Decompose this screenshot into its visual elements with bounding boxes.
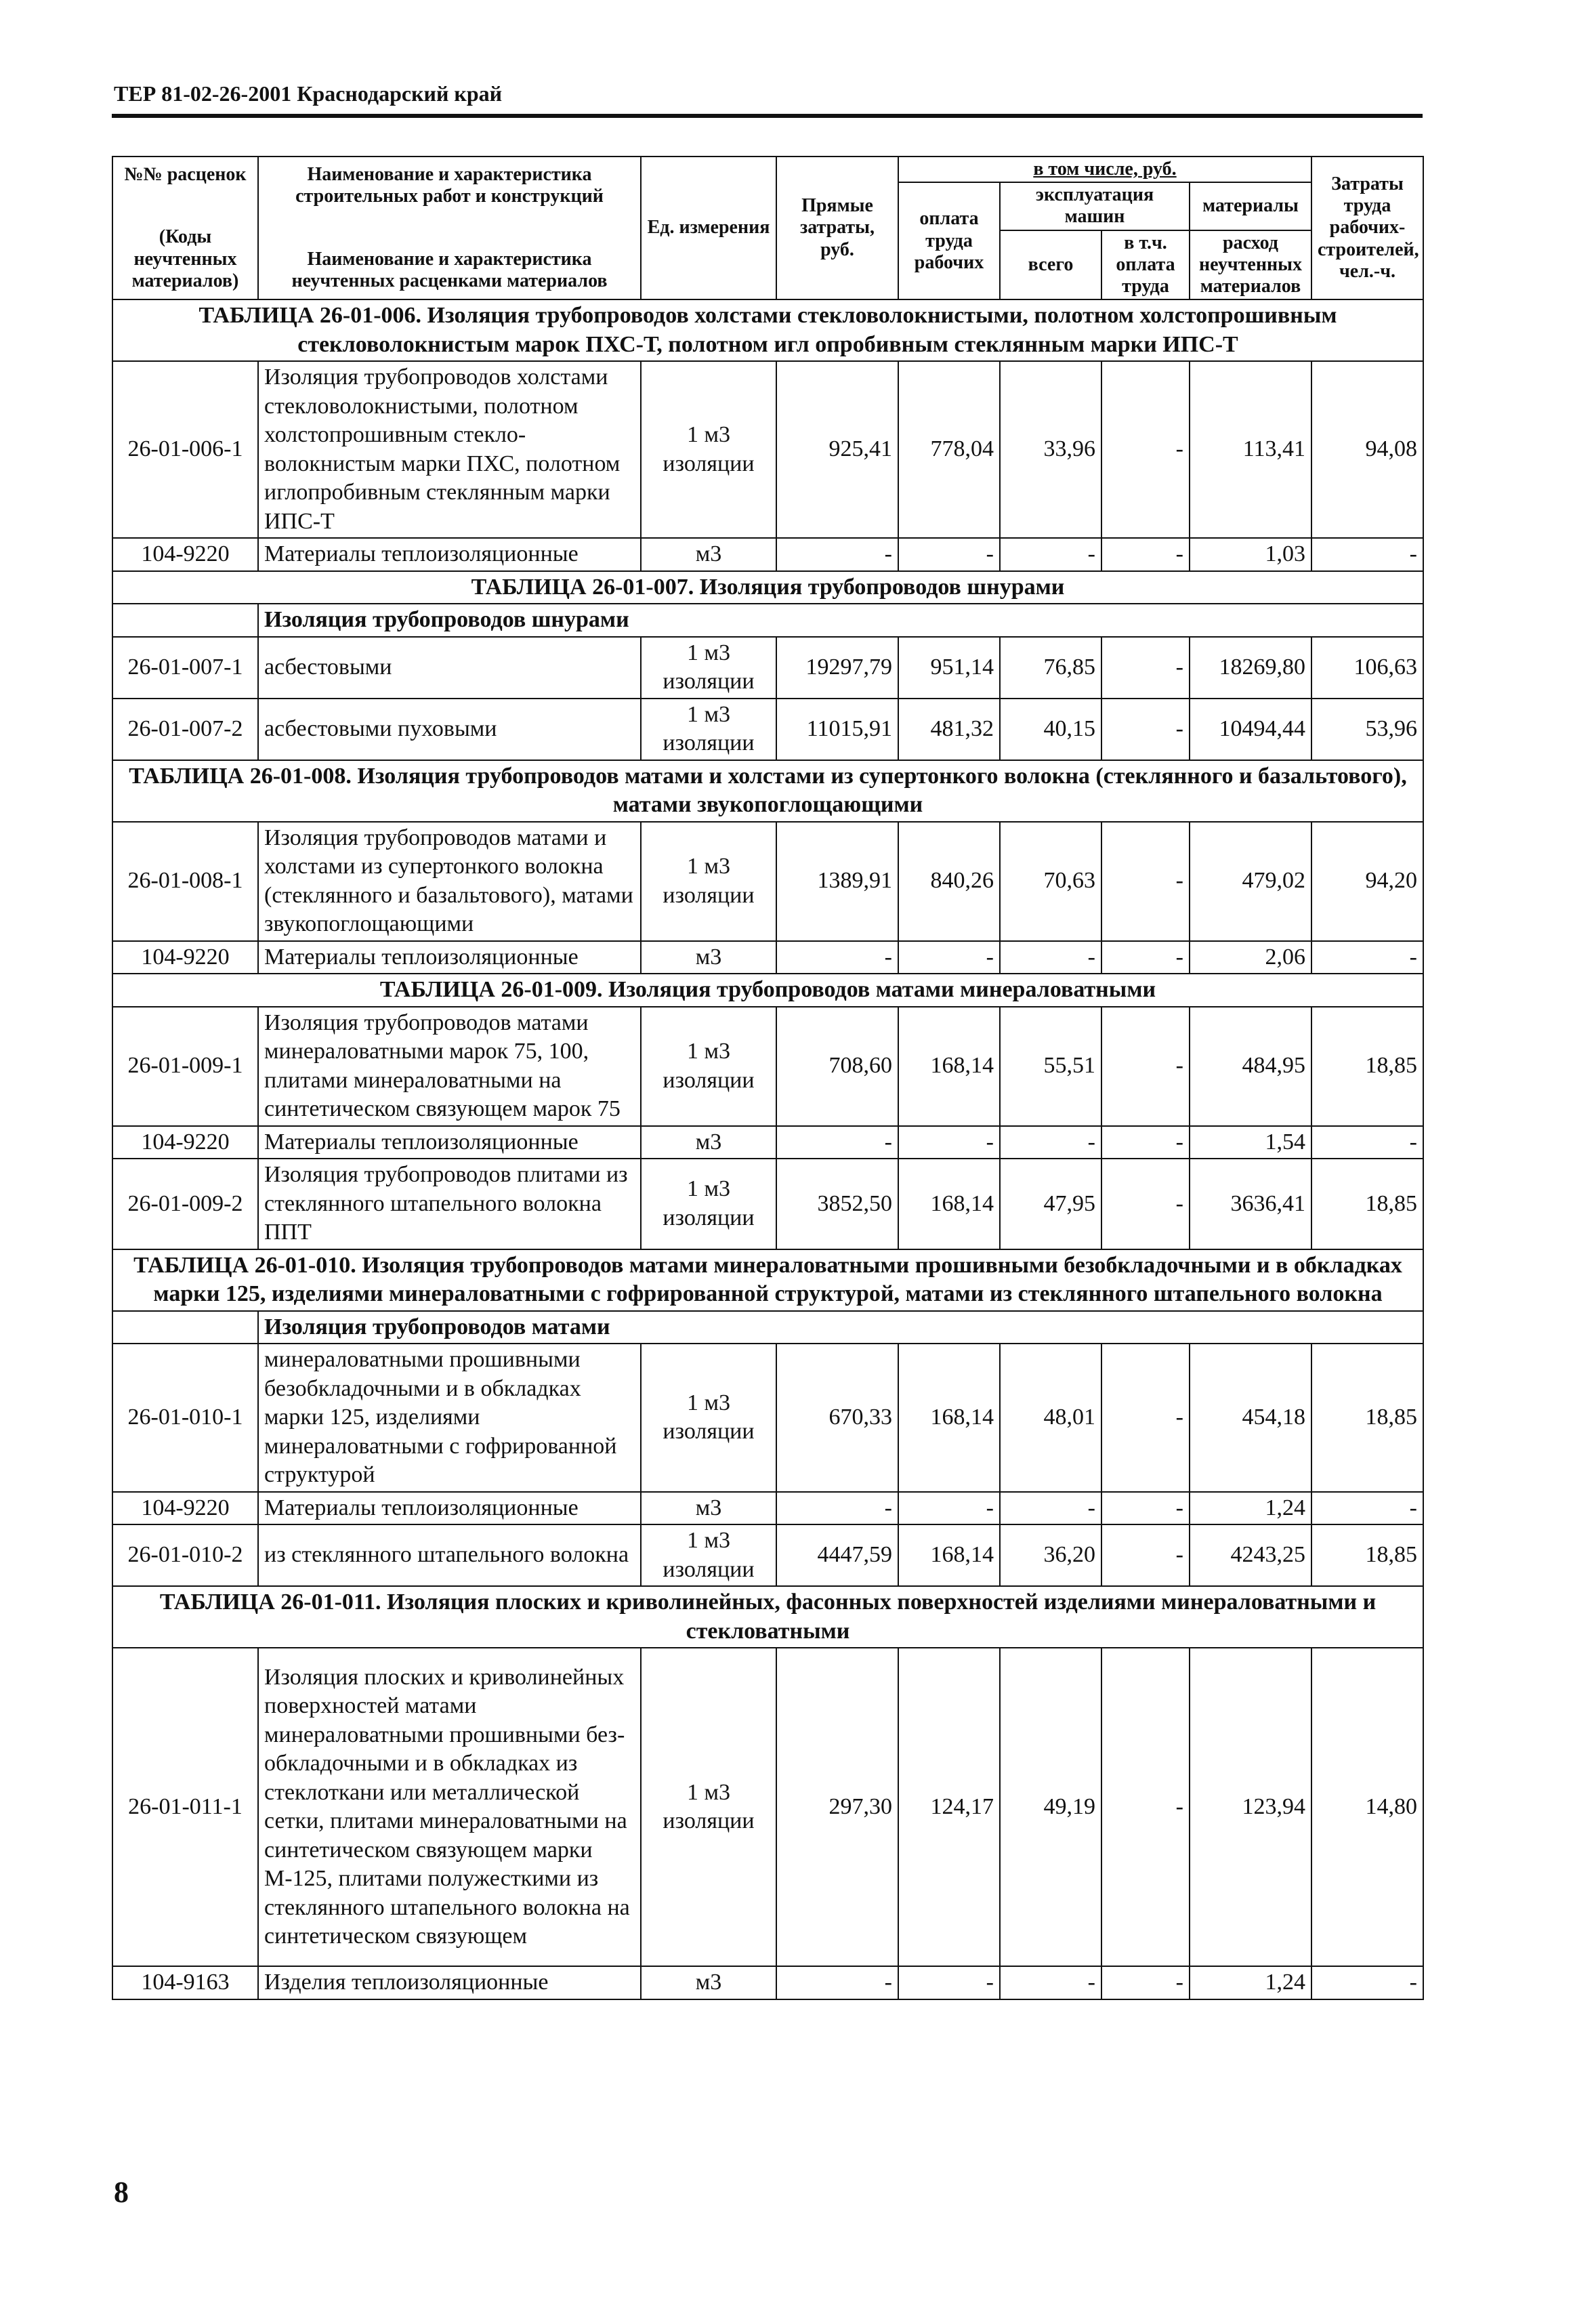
machines-total: - [1000,1126,1101,1159]
unit: 1 м3 изоляции [641,1007,776,1126]
unit: м3 [641,538,776,571]
section-row [112,1586,1423,1648]
materials: 113,41 [1190,361,1311,538]
material-row [112,1492,1423,1525]
labor-pay: 840,26 [898,822,1000,941]
direct-cost: 925,41 [776,361,898,538]
work-name: Изоляция трубопроводов холстами стекловолокнистыми, полотном холстопрошивным стекло- волокнистым марки ПХС, полотном иглопробивным стеклянным марки ИПС-Т [258,361,641,538]
col-code-sub: (Коды неучтенных материалов) [131,226,239,291]
material-name: Изделия теплоизоляционные [258,1966,641,1999]
rate-code: 26-01-006-1 [112,361,258,538]
labor-pay: - [898,538,1000,571]
unit: 1 м3 изоляции [641,637,776,699]
material-name: Материалы теплоизоляционные [258,1492,641,1525]
material-code: 104-9220 [112,941,258,974]
direct-cost: - [776,538,898,571]
direct-cost: 1389,91 [776,822,898,941]
labor-pay: - [898,1126,1000,1159]
rate-code: 26-01-007-2 [112,699,258,760]
blank-cell [112,604,258,637]
col-code-main: №№ расценок [124,164,247,186]
machines-labor: - [1101,1492,1190,1525]
material-row [112,1126,1423,1159]
unit: 1 м3 изоляции [641,1524,776,1586]
machines-labor: - [1101,941,1190,974]
table-row [112,637,1423,699]
machines-total: 48,01 [1000,1344,1101,1492]
col-header-machines: эксплуатация машин [1000,182,1190,230]
material-code: 104-9163 [112,1966,258,1999]
labor-cost: 53,96 [1311,699,1423,760]
labor-cost: - [1311,538,1423,571]
table-row [112,1007,1423,1126]
machines-labor: - [1101,1007,1190,1126]
materials: 1,24 [1190,1492,1311,1525]
materials: 18269,80 [1190,637,1311,699]
work-name: из стеклянного штапельного волокна [258,1524,641,1586]
machines-total: 76,85 [1000,637,1101,699]
materials: 454,18 [1190,1344,1311,1492]
materials: 4243,25 [1190,1524,1311,1586]
unit: 1 м3 изоляции [641,822,776,941]
section-title: ТАБЛИЦА 26-01-007. Изоляция трубопроводов шнурами [112,571,1423,604]
direct-cost: - [776,1126,898,1159]
direct-cost: 297,30 [776,1648,898,1966]
labor-cost: 18,85 [1311,1344,1423,1492]
subheader-row [112,1311,1423,1344]
machines-labor: - [1101,699,1190,760]
materials: 479,02 [1190,822,1311,941]
work-name: асбестовыми [258,637,641,699]
rate-code: 26-01-009-2 [112,1159,258,1249]
machines-total: - [1000,941,1101,974]
rate-code: 26-01-007-1 [112,637,258,699]
table-row [112,361,1423,538]
blank-cell [112,1311,258,1344]
machines-total: 47,95 [1000,1159,1101,1249]
material-code: 104-9220 [112,1126,258,1159]
direct-cost: 708,60 [776,1007,898,1126]
material-name: Материалы теплоизоляционные [258,941,641,974]
page-number: 8 [114,2176,129,2209]
materials: 1,24 [1190,1966,1311,1999]
col-header-materials-sub: расход неучтенных материалов [1190,230,1311,300]
labor-pay: 168,14 [898,1007,1000,1126]
table-row [112,1159,1423,1249]
machines-labor: - [1101,637,1190,699]
machines-total: 49,19 [1000,1648,1101,1966]
material-code: 104-9220 [112,538,258,571]
table-row [112,1344,1423,1492]
document-header: ТЕР 81-02-26-2001 Краснодарский край [114,81,503,106]
materials: 10494,44 [1190,699,1311,760]
machines-total: 36,20 [1000,1524,1101,1586]
labor-cost: - [1311,1126,1423,1159]
labor-cost: 18,85 [1311,1007,1423,1126]
machines-labor: - [1101,1648,1190,1966]
direct-cost: 670,33 [776,1344,898,1492]
direct-cost: 11015,91 [776,699,898,760]
subheader-row [112,604,1423,637]
direct-cost: - [776,1492,898,1525]
unit: 1 м3 изоляции [641,1159,776,1249]
table-row [112,1648,1423,1966]
section-title: ТАБЛИЦА 26-01-009. Изоляция трубопроводов матами минераловатными [112,974,1423,1007]
machines-total: 70,63 [1000,822,1101,941]
labor-cost: - [1311,1492,1423,1525]
labor-pay: - [898,941,1000,974]
materials: 2,06 [1190,941,1311,974]
section-row [112,1249,1423,1311]
labor-pay: 778,04 [898,361,1000,538]
machines-total: - [1000,1492,1101,1525]
machines-labor: - [1101,361,1190,538]
col-header-machines-total: всего [1000,230,1101,300]
header-rule [112,114,1423,118]
material-row [112,1966,1423,1999]
labor-cost: 94,20 [1311,822,1423,941]
work-name: Изоляция трубопроводов матами и холстами из супертонкого волокна (стеклянного и базальтового), матами звукопоглощающими [258,822,641,941]
labor-pay: 124,17 [898,1648,1000,1966]
section-title: ТАБЛИЦА 26-01-011. Изоляция плоских и криволинейных, фасонных поверхностей изделиями минераловатными и стекловатными [112,1586,1423,1648]
direct-cost: 3852,50 [776,1159,898,1249]
machines-labor: - [1101,1344,1190,1492]
material-code: 104-9220 [112,1492,258,1525]
materials: 3636,41 [1190,1159,1311,1249]
labor-pay: 168,14 [898,1159,1000,1249]
labor-cost: - [1311,1966,1423,1999]
unit: м3 [641,941,776,974]
rate-code: 26-01-010-1 [112,1344,258,1492]
subheader: Изоляция трубопроводов шнурами [258,604,1423,637]
section-row [112,974,1423,1007]
labor-cost: - [1311,941,1423,974]
rate-code: 26-01-009-1 [112,1007,258,1126]
machines-total: - [1000,1966,1101,1999]
subheader: Изоляция трубопроводов матами [258,1311,1423,1344]
section-title: ТАБЛИЦА 26-01-006. Изоляция трубопроводов холстами стекловолокнистыми, полотном холстопрошивным стекловолокнистым марок ПХС-Т, полотном игл опробивным стеклянным марки ИПС-Т [112,299,1423,361]
col-header-materials: материалы [1190,182,1311,230]
labor-cost: 18,85 [1311,1159,1423,1249]
col-header-incl [898,157,1311,182]
col-header-code [112,157,258,299]
col-name-main: Наименование и характеристика строительных работ и конструкций [295,164,604,207]
col-name-sub: Наименование и характеристика неучтенных расценками материалов [291,248,608,291]
labor-cost: 14,80 [1311,1648,1423,1966]
labor-cost: 106,63 [1311,637,1423,699]
machines-total: 33,96 [1000,361,1101,538]
labor-pay: 951,14 [898,637,1000,699]
machines-total: - [1000,538,1101,571]
section-row [112,299,1423,361]
materials: 1,54 [1190,1126,1311,1159]
unit: 1 м3 изоляции [641,1648,776,1966]
labor-pay: 481,32 [898,699,1000,760]
material-name: Материалы теплоизоляционные [258,1126,641,1159]
work-name: Изоляция трубопроводов плитами из стеклянного штапельного волокна ППТ [258,1159,641,1249]
work-name: минераловатными прошивными безобкладочными и в обкладках марки 125, изделиями минераловатными с гофрированной структурой [258,1344,641,1492]
labor-cost: 18,85 [1311,1524,1423,1586]
rate-code: 26-01-011-1 [112,1648,258,1966]
machines-labor: - [1101,1966,1190,1999]
col-header-labor-cost: Затраты труда рабочих-строителей, чел.-ч. [1311,157,1423,299]
work-name: Изоляция трубопроводов матами минераловатными марок 75, 100, плитами минераловатными на синтетическом связующем марок 75 [258,1007,641,1126]
col-header-labor-pay: оплата труда рабочих [898,182,1000,299]
machines-labor: - [1101,1126,1190,1159]
direct-cost: 19297,79 [776,637,898,699]
section-row [112,760,1423,822]
unit: 1 м3 изоляции [641,361,776,538]
material-row [112,941,1423,974]
machines-total: 55,51 [1000,1007,1101,1126]
machines-labor: - [1101,822,1190,941]
table-row [112,699,1423,760]
section-row [112,571,1423,604]
unit: м3 [641,1126,776,1159]
materials: 1,03 [1190,538,1311,571]
direct-cost: - [776,941,898,974]
labor-pay: - [898,1966,1000,1999]
rate-code: 26-01-010-2 [112,1524,258,1586]
work-name: асбестовыми пуховыми [258,699,641,760]
col-header-name [258,157,641,299]
col-header-unit: Ед. измерения [641,157,776,299]
labor-pay: 168,14 [898,1524,1000,1586]
machines-labor: - [1101,1159,1190,1249]
unit: м3 [641,1492,776,1525]
col-header-direct: Прямые затраты, руб. [776,157,898,299]
machines-labor: - [1101,538,1190,571]
machines-total: 40,15 [1000,699,1101,760]
incl-label: в том числе, руб. [1033,159,1177,180]
table-row [112,1524,1423,1586]
unit: 1 м3 изоляции [641,1344,776,1492]
labor-pay: - [898,1492,1000,1525]
table-row [112,822,1423,941]
unit: м3 [641,1966,776,1999]
work-name: Изоляция плоских и криволинейных поверхностей матами минераловатными прошивными без- обкладочными и в обкладках из стеклоткани или металлической сетки, плитами минераловатными на синтетическом связующем марки М-125, плитами полужесткими из стеклянного штапельного волокна на синтетическом связующем [258,1648,641,1966]
unit: 1 м3 изоляции [641,699,776,760]
machines-labor: - [1101,1524,1190,1586]
section-title: ТАБЛИЦА 26-01-008. Изоляция трубопроводов матами и холстами из супертонкого волокна (стеклянного и базальтового), матами звукопоглощающими [112,760,1423,822]
labor-cost: 94,08 [1311,361,1423,538]
material-row [112,538,1423,571]
direct-cost: - [776,1966,898,1999]
material-name: Материалы теплоизоляционные [258,538,641,571]
section-title: ТАБЛИЦА 26-01-010. Изоляция трубопроводов матами минераловатными прошивными безобкладочными и в обкладках марки 125, изделиями минераловатными с гофрированной структурой, матами из стеклянного штапельного волокна [112,1249,1423,1311]
col-header-machines-labor: в т.ч. оплата труда [1101,230,1190,300]
materials: 484,95 [1190,1007,1311,1126]
rate-code: 26-01-008-1 [112,822,258,941]
labor-pay: 168,14 [898,1344,1000,1492]
materials: 123,94 [1190,1648,1311,1966]
direct-cost: 4447,59 [776,1524,898,1586]
rates-table [112,156,1424,2000]
header-row-1 [112,157,1423,182]
